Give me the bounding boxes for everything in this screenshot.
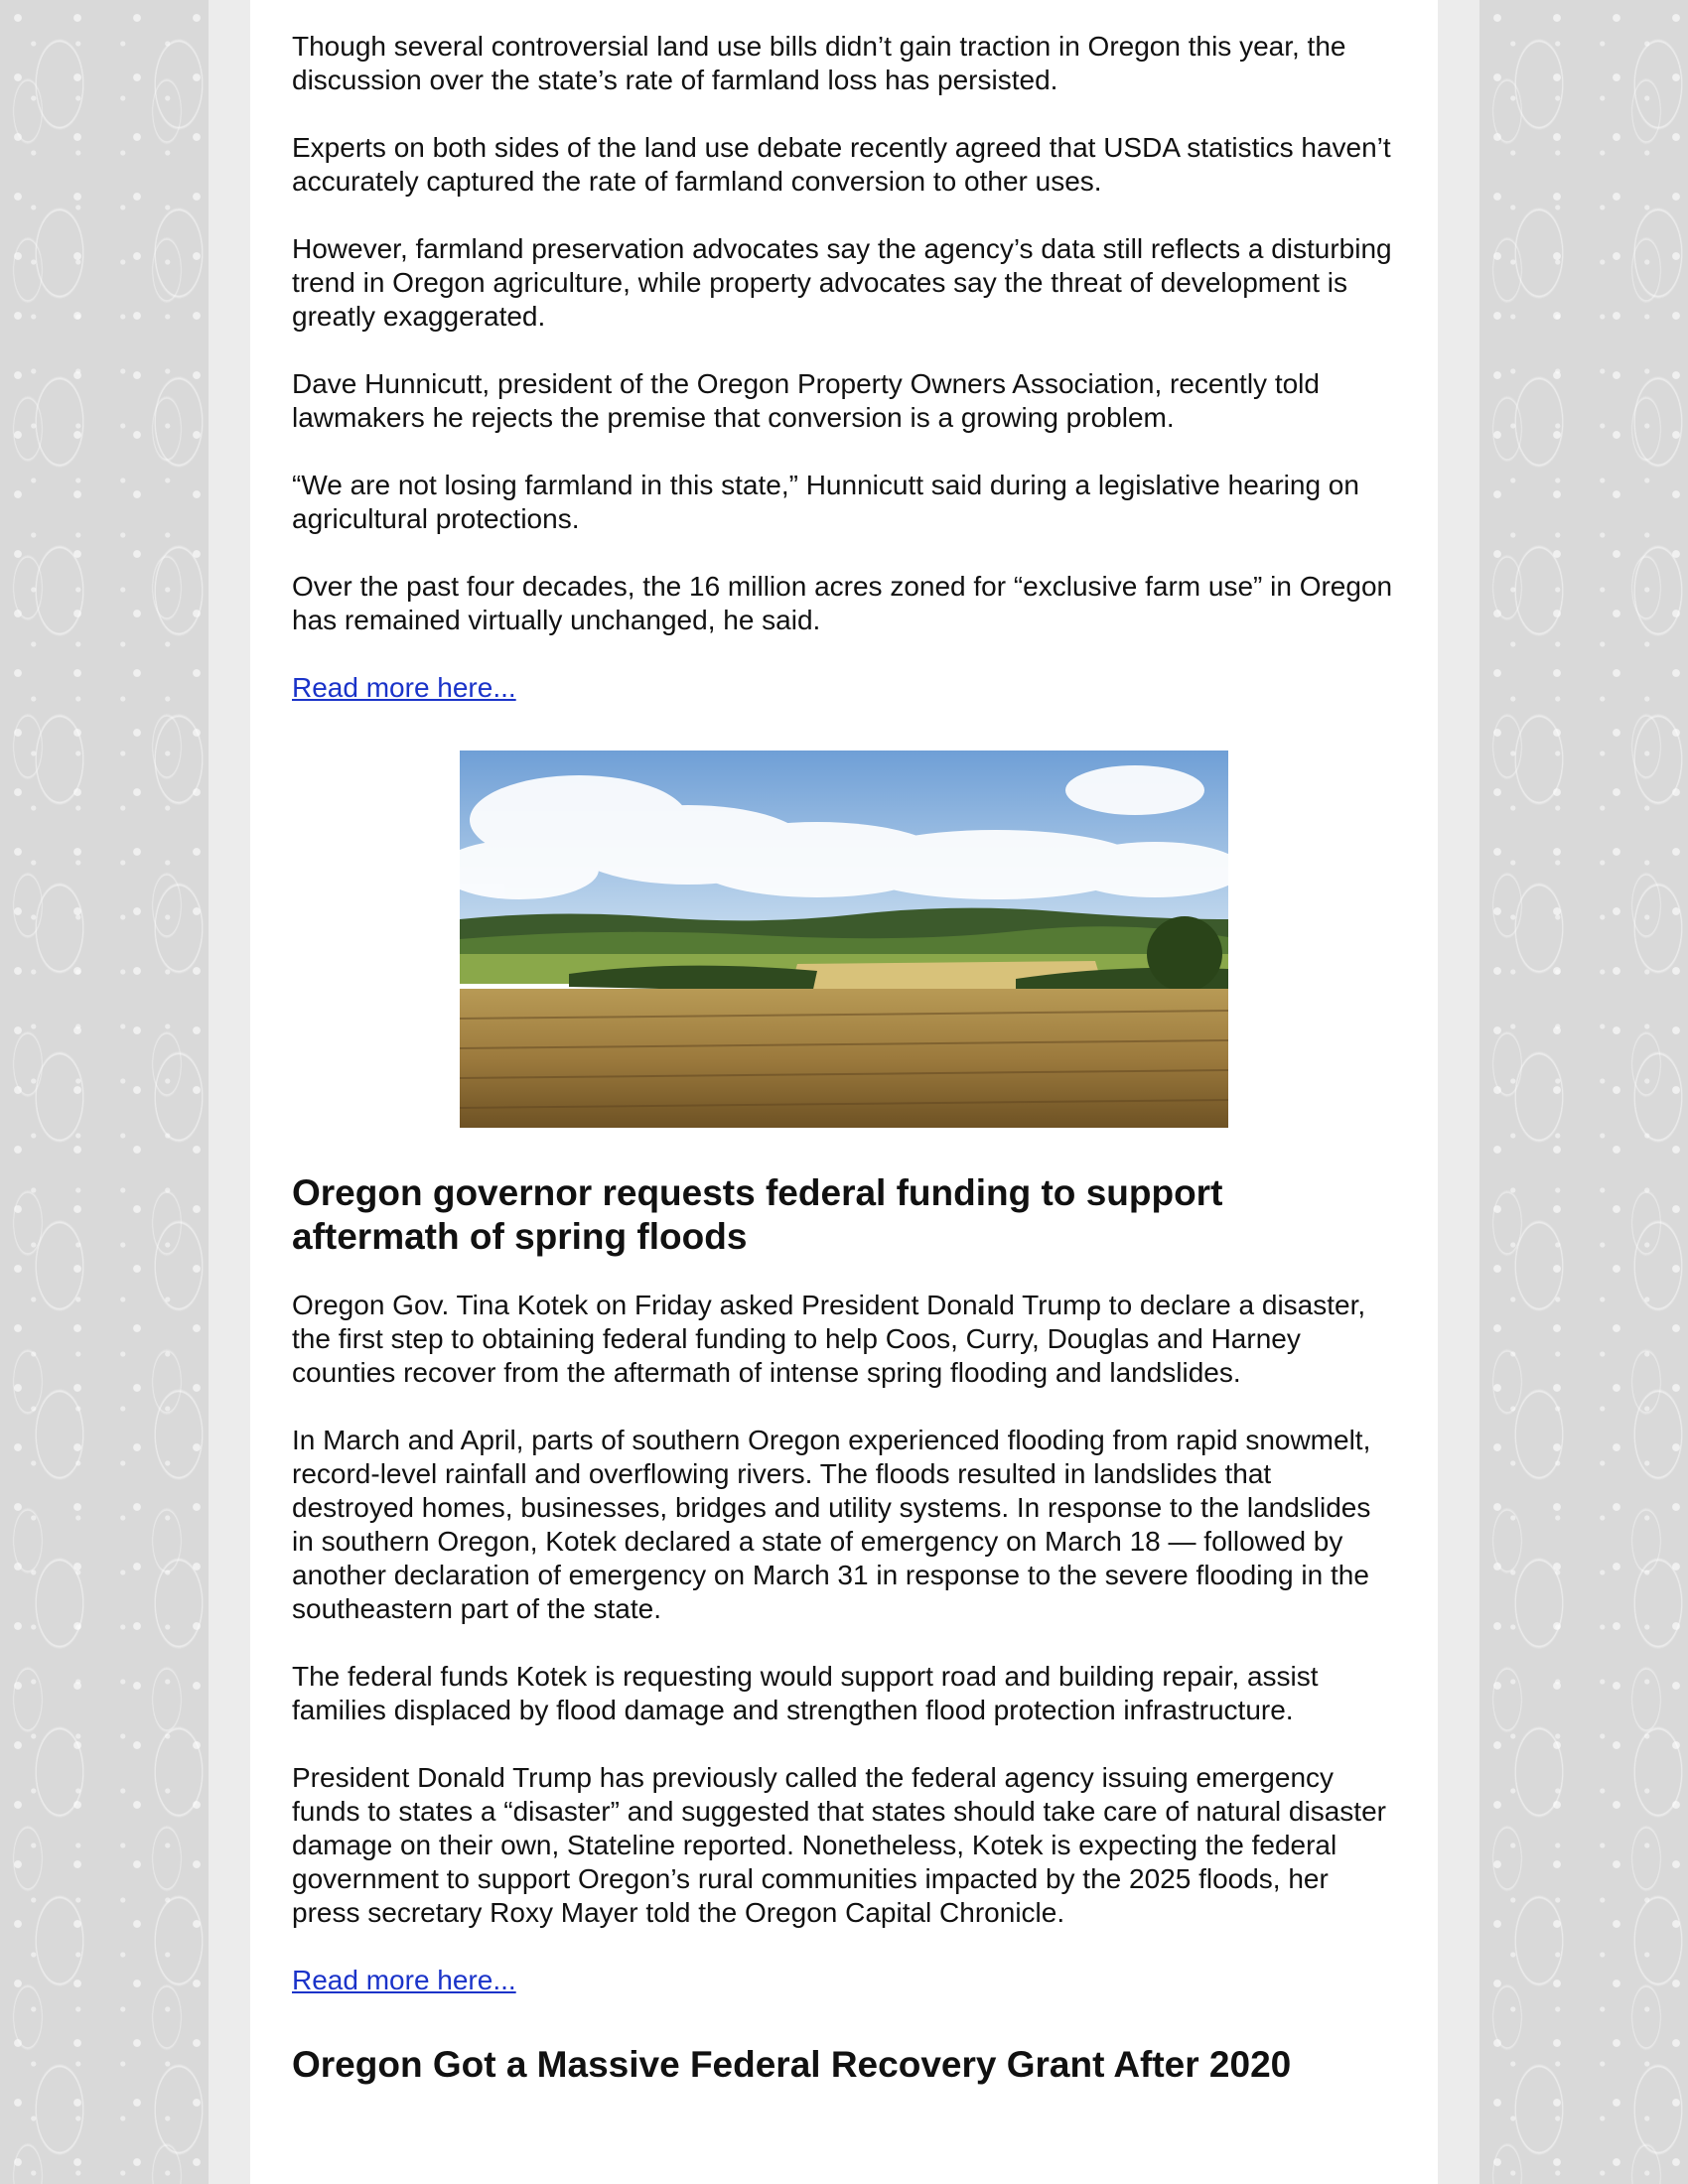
article-paragraph: However, farmland preservation advocates say the agency’s data still reflects a disturbing trend in Oregon agriculture, while property advocates say the threat of development is greatly exaggerated. [292, 233, 1392, 332]
right-background-pattern [1479, 0, 1688, 2184]
article-paragraph: Over the past four decades, the 16 million acres zoned for “exclusive farm use” in Oregon has remained virtually unchanged, he said. [292, 571, 1393, 635]
article-paragraph: In March and April, parts of southern Oregon experienced flooding from rapid snowmelt, record-level rainfall and overflowing rivers. The floods resulted in landslides that destroyed homes, businesses, bridges and utility systems. In response to the landslides in southern Oregon, Kotek declared a state of emergency on March 18 — followed by another declaration of emergency on March 31 in response to the severe flooding in the southeastern part of the state. [292, 1425, 1371, 1624]
left-gutter [209, 0, 250, 2184]
left-background-pattern [0, 0, 209, 2184]
article-paragraph: Dave Hunnicutt, president of the Oregon Property Owners Association, recently told lawmakers he rejects the premise that conversion is a growing problem. [292, 368, 1320, 433]
article-title: Oregon Got a Massive Federal Recovery Grant After 2020 [292, 2044, 1292, 2085]
farmland-landscape-image [460, 751, 1228, 1128]
article-paragraph: Though several controversial land use bills didn’t gain traction in Oregon this year, the discussion over the state’s rate of farmland loss has persisted. [292, 31, 1346, 95]
article-paragraph: The federal funds Kotek is requesting would support road and building repair, assist families displaced by flood damage and strengthen flood protection infrastructure. [292, 1661, 1319, 1725]
article-paragraph: President Donald Trump has previously called the federal agency issuing emergency funds to states a “disaster” and suggested that states should take care of natural disaster damage on their own, Stateline reported. Nonetheless, Kotek is expecting the federal government to support Oregon’s rural communities impacted by the 2025 floods, her press secretary Roxy Mayer told the Oregon Capital Chronicle. [292, 1762, 1386, 1928]
article-title: Oregon governor requests federal funding to support aftermath of spring floods [292, 1172, 1223, 1257]
right-gutter [1438, 0, 1479, 2184]
article-paragraph: “We are not losing farmland in this state,” Hunnicutt said during a legislative hearing on agricultural protections. [292, 470, 1359, 534]
farmland-photo [460, 751, 1228, 1128]
newsletter-content [250, 0, 1438, 2184]
article-paragraph: Oregon Gov. Tina Kotek on Friday asked President Donald Trump to declare a disaster, the first step to obtaining federal funding to help Coos, Curry, Douglas and Harney counties recover from the aftermath of intense spring flooding and landslides. [292, 1290, 1366, 1388]
newsletter-body [292, 30, 1396, 2116]
read-more-link[interactable]: Read more here... [292, 672, 516, 703]
article-recovery-grant [292, 2043, 1396, 2087]
article-farmland-loss [292, 30, 1396, 751]
article-paragraph: Experts on both sides of the land use debate recently agreed that USDA statistics haven’t accurately captured the rate of farmland conversion to other uses. [292, 132, 1391, 197]
read-more-link[interactable]: Read more here... [292, 1965, 516, 1995]
article-flood-funding [292, 1171, 1396, 2043]
